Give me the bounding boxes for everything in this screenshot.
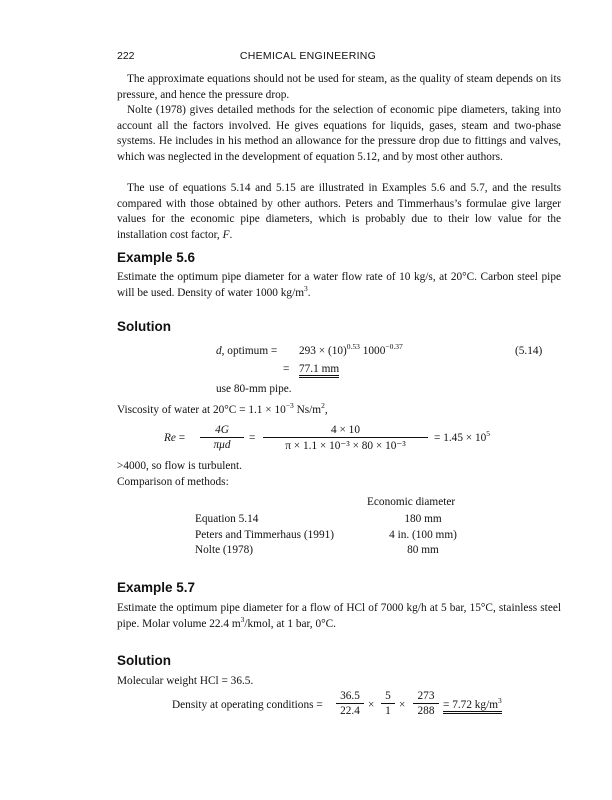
times-sign-1: × xyxy=(368,699,375,711)
times-sign-2: × xyxy=(399,699,406,711)
example-5-6-text: Estimate the optimum pipe diameter for a water flow rate of 10 kg/s, at 20°C. Carbon steel pipe will be used. Density of water 1000 $kg/m^3$. xyxy=(117,271,561,299)
comparison-text: Comparison of methods: xyxy=(117,476,229,488)
table-row xyxy=(195,544,473,560)
table-row xyxy=(195,529,473,545)
page-number: 222 xyxy=(117,50,135,62)
table-row xyxy=(195,513,473,529)
example-5-7-text: Estimate the optimum pipe diameter for a flow of HCl of 7000 kg/h at 5 bar, 15°C, stainless steel pipe. Molar volume 22.4 $m^3$/kmol, at 1 bar, 0°C. xyxy=(117,602,561,630)
intro-paragraph-1: The approximate equations should not be used for steam, as the quality of steam depends on its pressure, and hence the pressure drop. xyxy=(117,73,561,101)
use-pipe-text: use 80-mm pipe. xyxy=(216,383,292,395)
table-cell-method: Nolte (1978) xyxy=(195,544,254,556)
running-title: CHEMICAL ENGINEERING xyxy=(239,50,377,62)
intro-paragraph-3: The use of equations 5.14 and 5.15 are illustrated in Examples 5.6 and 5.7, and the results compared with those obtained by other authors. Peters and Timmerhaus’s formulae give larger values for the economic pipe diameters, which is probably due to their low value for the installation cost factor, F. xyxy=(117,182,561,241)
table-cell-method: Equation 5.14 xyxy=(195,513,259,525)
reynolds-fraction-2: $\frac{4 \times 10}{\text{π × 1.1 × 10⁻³ × 80 × 10⁻³}}$ xyxy=(263,424,428,452)
reynolds-equals-2: = xyxy=(249,432,256,444)
density-fraction-3: $\frac{273}{288}$ xyxy=(413,690,439,717)
table-cell-value: 4 in. (100 mm) xyxy=(389,528,457,541)
density-label: Density at operating conditions = xyxy=(172,699,323,711)
example-5-7-heading: Example 5.7 xyxy=(117,580,196,595)
equation-5-14-lhs: d, optimum = xyxy=(216,345,278,357)
equation-5-14-rhs: $293 \times (10)^{0.53}$ $1000^{-0.37}$ xyxy=(299,342,403,357)
equation-result: 77.1 mm xyxy=(299,363,339,375)
solution-2-heading: Solution xyxy=(117,653,171,668)
reynolds-fraction-1: 4G πμd xyxy=(200,424,244,451)
example-5-6-heading: Example 5.6 xyxy=(117,250,196,265)
running-header xyxy=(117,50,499,64)
reynolds-lhs: Re = xyxy=(164,432,186,444)
comparison-table xyxy=(195,513,473,560)
solution-1-heading: Solution xyxy=(117,319,171,334)
density-result: = 7.72 $kg/m^3$ xyxy=(443,699,502,711)
equation-number: (5.14) xyxy=(515,345,543,357)
viscosity-text: Viscosity of water at $20^\circ C = 1.1 \times 10^{-3}$ $Ns/m^2$, xyxy=(117,401,328,416)
intro-paragraph-2: Nolte (1978) gives detailed methods for the selection of economic pipe diameters, taking into account all the factors involved. He gives equations for liquids, gases, steam and two-phase systems. He includes in his method an allowance for the pressure drop due to fittings and valves, which was neglected in the development of equation 5.12, and by most other authors. xyxy=(117,104,561,163)
table-cell-value: 180 mm xyxy=(404,513,442,525)
molecular-weight-text: Molecular weight HCl = 36.5. xyxy=(117,675,254,687)
table-cell-value: 80 mm xyxy=(407,544,439,556)
density-fraction-2: $\frac{5}{1}$ xyxy=(381,690,395,717)
table-cell-method: Peters and Timmerhaus (1991) xyxy=(195,528,335,541)
table-column-header: Economic diameter xyxy=(367,496,456,508)
equation-result-equals: = xyxy=(283,363,290,375)
reynolds-result: = $1.45 \times 10^5$ xyxy=(434,429,491,444)
density-fraction-1: $\frac{36.5}{22.4}$ xyxy=(336,690,364,717)
turbulent-text: >4000, so flow is turbulent. xyxy=(117,460,242,472)
